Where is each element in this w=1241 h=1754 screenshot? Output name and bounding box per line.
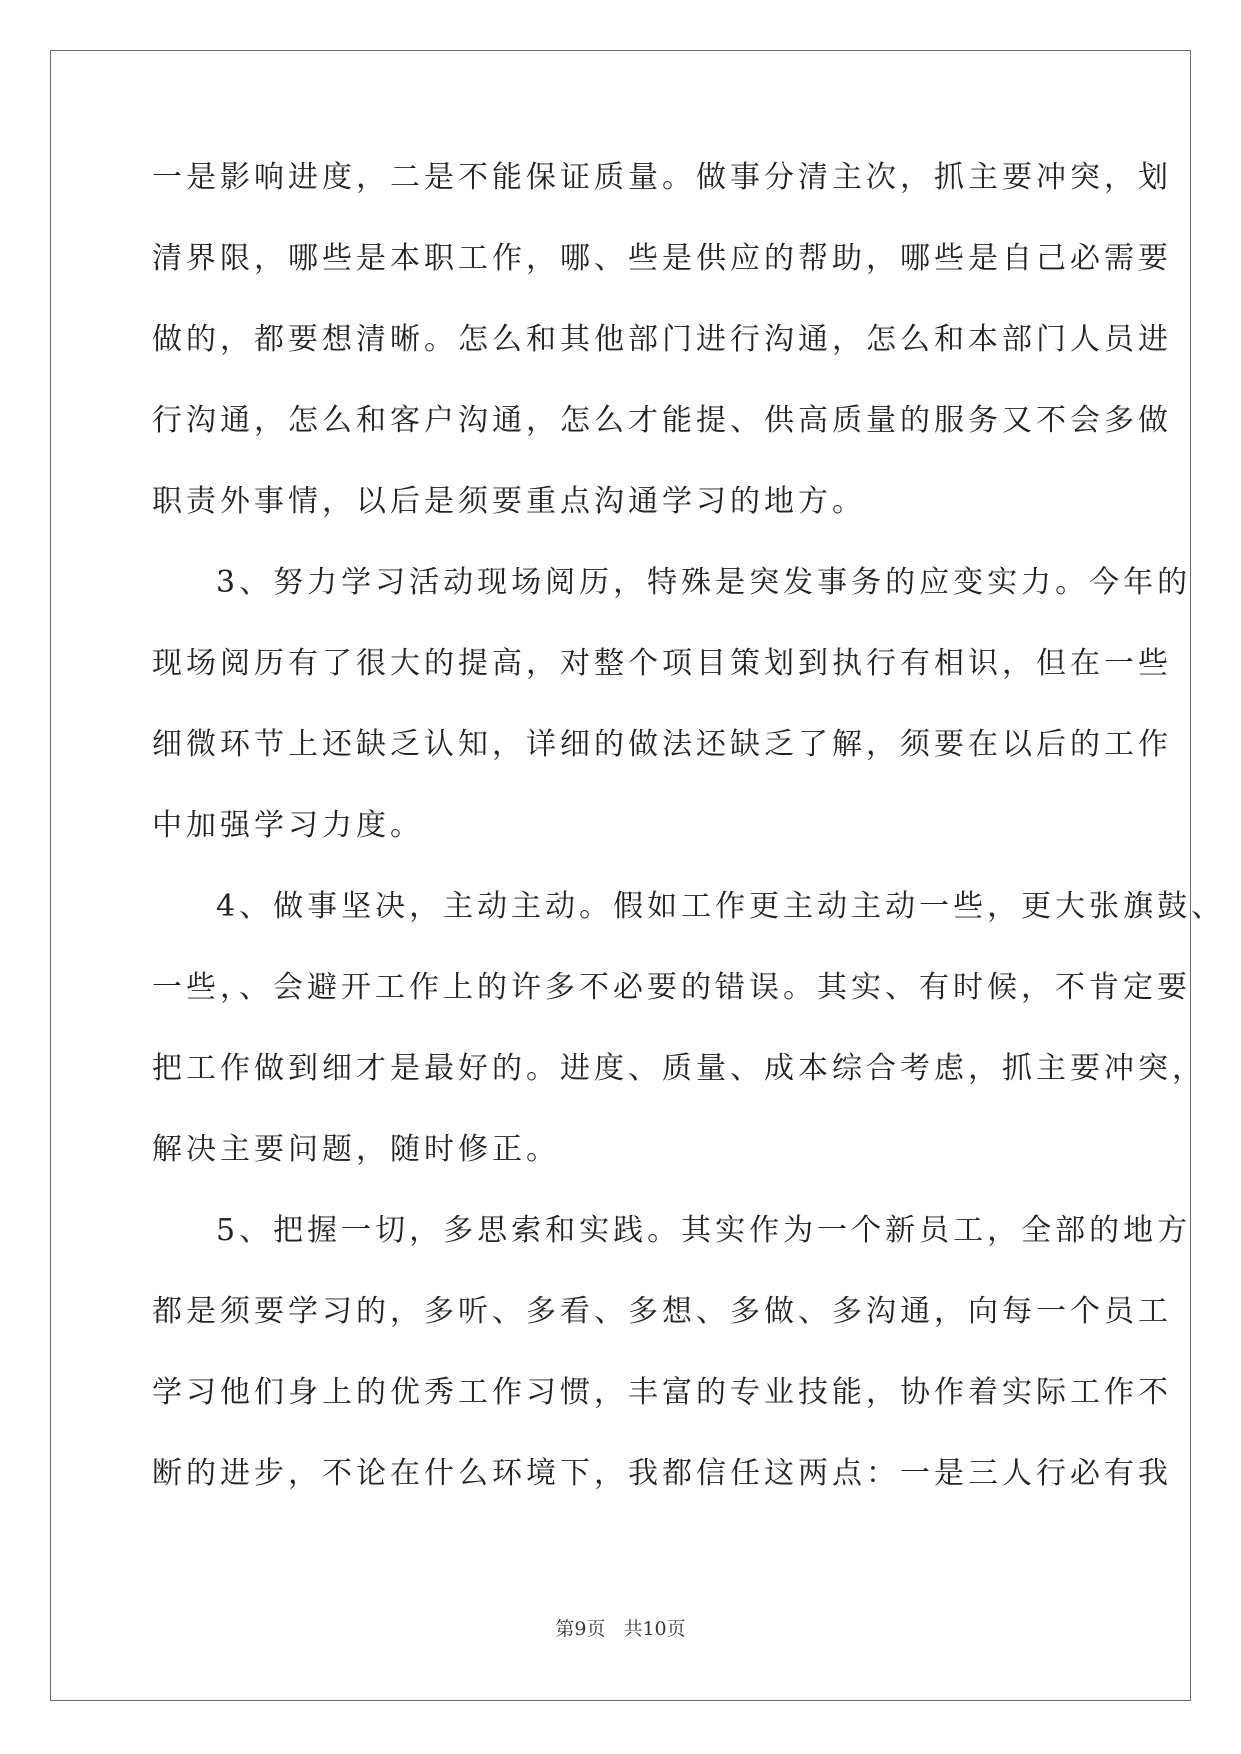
text-line: 职责外事情，以后是须要重点沟通学习的地方。 bbox=[152, 484, 866, 519]
text-line: 解决主要问题，随时修正。 bbox=[152, 1132, 560, 1167]
text-line: 行沟通，怎么和客户沟通，怎么才能提、供高质量的服务又不会多做 bbox=[152, 403, 1172, 438]
paragraph-start-line: 4、做事坚决，主动主动。假如工作更主动主动一些，更大张旗鼓、 bbox=[216, 889, 1226, 924]
total-pages: 共10页 bbox=[623, 1618, 686, 1640]
text-line: 现场阅历有了很大的提高，对整个项目策划到执行有相识，但在一些 bbox=[152, 646, 1172, 681]
text-line: 断的进步，不论在什么环境下，我都信任这两点：一是三人行必有我 bbox=[152, 1456, 1172, 1491]
text-line: 把工作做到细才是最好的。进度、质量、成本综合考虑，抓主要冲突， bbox=[152, 1051, 1206, 1086]
text-line: 学习他们身上的优秀工作习惯，丰富的专业技能，协作着实际工作不 bbox=[152, 1375, 1172, 1410]
paragraph-start-line: 3、努力学习活动现场阅历，特殊是突发事务的应变实力。今年的 bbox=[216, 565, 1192, 600]
page-number: 第9页 bbox=[555, 1618, 606, 1640]
text-line: 中加强学习力度。 bbox=[152, 808, 424, 843]
text-line: 做的，都要想清晰。怎么和其他部门进行沟通，怎么和本部门人员进 bbox=[152, 322, 1172, 357]
text-line: 一是影响进度，二是不能保证质量。做事分清主次，抓主要冲突，划 bbox=[152, 160, 1172, 195]
paragraph-start-line: 5、把握一切，多思索和实践。其实作为一个新员工，全部的地方 bbox=[216, 1213, 1192, 1248]
page-footer bbox=[0, 1614, 1241, 1641]
text-line: 清界限，哪些是本职工作，哪、些是供应的帮助，哪些是自己必需要 bbox=[152, 241, 1172, 276]
document-body bbox=[152, 158, 1226, 1535]
text-line: 都是须要学习的，多听、多看、多想、多做、多沟通，向每一个员工 bbox=[152, 1294, 1172, 1329]
text-line: 细微环节上还缺乏认知，详细的做法还缺乏了解，须要在以后的工作 bbox=[152, 727, 1172, 762]
text-line: 一些，、会避开工作上的许多不必要的错误。其实、有时候，不肯定要 bbox=[152, 970, 1191, 1005]
